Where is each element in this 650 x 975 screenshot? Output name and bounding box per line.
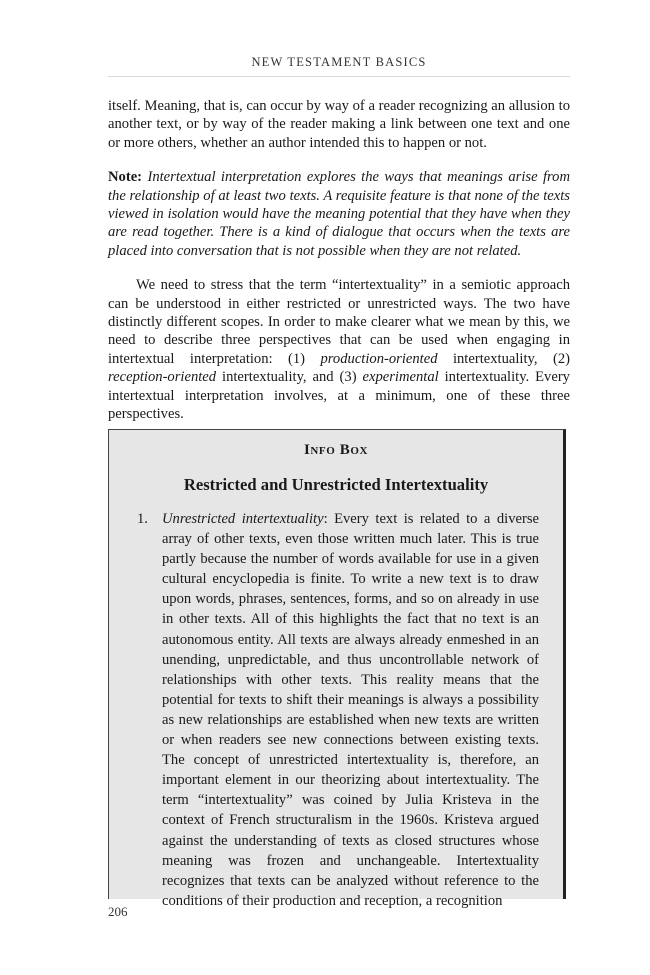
term-production-oriented: production-oriented [320,350,438,367]
info-box-label: Info Box [303,442,369,458]
info-box [108,429,566,909]
list-item-text: : Every text is related to a diverse array of other texts, even those written much later. This is true partly because the number of words available for use in a given cultural encyclopedia is finite. To write a new text is to draw upon words, phrases, sentences, forms, and so on already in use in other texts. All of this highlights the fact that no text is an autonomous entity. All texts are always already enmeshed in an unending, unpredictable, and thus uncontrollable network of relationships with other texts. This reality means that the potential for texts to shift their meanings is always a possibility as new relationships are established when new texts are written or when readers see new connections between existing texts. The concept of unrestricted intertextuality is, therefore, an important element in our theorizing about intertextuality. The term “intertextuality” was coined by Julia Kristeva in the context of French structuralism in the 1960s. Kristeva argued against the understanding of texts as closed structures whose meaning was frozen and unchangeable. Intertextuality recognizes that texts can be analyzed without reference to the conditions of their production and reception, a recognition [162,511,539,909]
main-text [108,97,570,424]
running-head: NEW TESTAMENT BASICS [108,55,570,77]
term-experimental: experimental [362,369,439,386]
list-item-number: 1. [137,511,148,527]
paragraph-text: We need to stress that the term “intertextuality” in a semiotic approach can be understood in either restricted or unrestricted ways. The two have distinctly different scopes. In order to make clearer what we mean by this, we need to describe three perspectives that can be used when engaging in intertextual interpretation: (1) [108,277,570,367]
page-number: 206 [108,904,128,919]
term-reception-oriented: reception-oriented [108,369,217,386]
paragraph-continuation: itself. Meaning, that is, can occur by way of a reader recognizing an allusion to another text, or by way of the reader making a link between one text and one or more others, whether an author intended this to happen or not. [108,98,570,151]
paragraph-text: intertextuality. Every intertextual interpretation involves, at a minimum, one of these three perspectives. [108,369,570,423]
paragraph-text: intertextuality, (2) [437,350,570,367]
list-item-term: Unrestricted intertextuality [162,511,324,527]
info-box-list [109,509,563,911]
note-paragraph [108,168,570,260]
paragraph-perspectives [108,276,570,423]
list-item [109,509,563,911]
info-box-title: Restricted and Unrestricted Intertextuality [183,475,489,494]
note-text: Intertextual interpretation explores the ways that meanings arise from the relationship of at least two texts. A requisite feature is that none of the texts viewed in isolation would have the meaning potential that they have when they are read together. There is a kind of dialogue that occurs when the texts are placed into conversation that is not possible when they are not related. [108,169,570,259]
paragraph-text: intertextuality, and (3) [216,369,363,386]
note-label: Note: [108,169,143,186]
